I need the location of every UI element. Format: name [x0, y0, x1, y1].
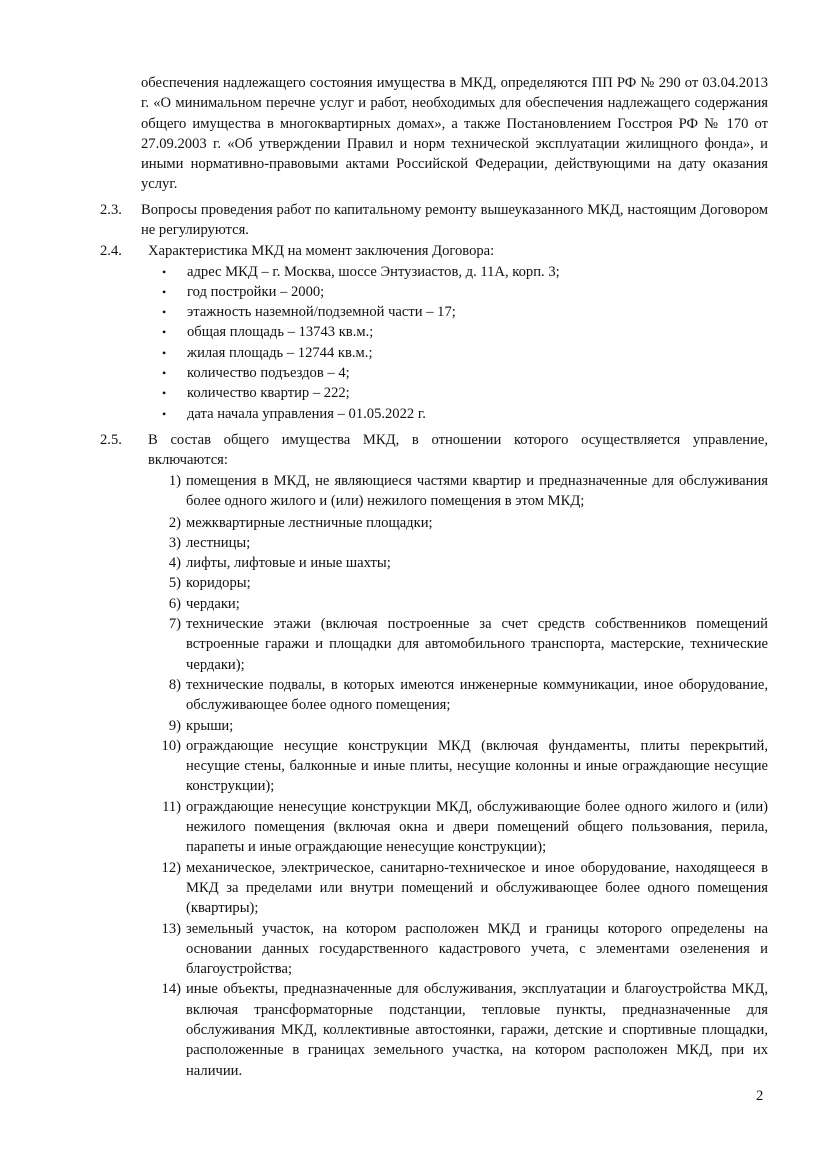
list-item [162, 363, 768, 383]
list-item-text: чердаки; [186, 595, 240, 612]
list-item-text: межквартирные лестничные площадки; [186, 514, 433, 531]
bullet-icon: • [162, 264, 167, 279]
section-text: Вопросы проведения работ по капитальному ремонту вышеуказанного МКД, настоящим Договором не регулируются. [141, 202, 768, 239]
bullet-icon: • [162, 284, 167, 299]
bullet-icon: • [162, 406, 167, 421]
list-item-text: лифты, лифтовые и иные шахты; [186, 555, 391, 572]
list-item [148, 513, 768, 533]
list-item [162, 282, 768, 302]
list-item-text: помещения в МКД, не являющиеся частями квартир и предназначенные для обслуживания более одного жилого и (или) нежилого помещения в этом МКД; [186, 473, 768, 510]
intro-paragraph: обеспечения надлежащего состояния имущества в МКД, определяются ПП РФ № 290 от 03.04.2013 г. «О минимальном перечне услуг и работ, необходимых для обеспечения надлежащего содержания общего имущества в многоквартирных домах», а также Постановлением Госстроя РФ № 170 от 27.09.2003 г. «Об утверждении Правил и норм технической эксплуатации жилищного фонда», и иными нормативно-правовыми актами Российской Федерации, действующими на дату оказания услуг. [141, 75, 768, 193]
list-item-text: дата начала управления – 01.05.2022 г. [187, 405, 426, 422]
list-item-text: технические подвалы, в которых имеются инженерные коммуникации, иное оборудование, обслуживающее более одного помещения; [186, 676, 768, 714]
list-item [162, 383, 768, 403]
bullet-icon: • [162, 365, 167, 380]
section-2-4 [100, 241, 768, 261]
list-item-text: адрес МКД – г. Москва, шоссе Энтузиастов, д. 11А, корп. 3; [187, 263, 560, 280]
list-item-text: земельный участок, на котором расположен МКД и границы которого определены на основании данных государственного кадастрового учета, с элементами озеленения и благоустройства; [186, 920, 768, 978]
list-item [148, 919, 768, 980]
list-item-text: количество квартир – 222; [187, 385, 350, 402]
bullet-icon: • [162, 305, 167, 320]
list-item-number: 6) [168, 595, 181, 612]
list-item [148, 573, 768, 593]
list-item-number: 4) [168, 555, 181, 572]
section-text: Характеристика МКД на момент заключения Договора: [148, 243, 495, 259]
mkd-characteristics-list [162, 262, 768, 424]
list-item-number: 13) [161, 920, 181, 937]
bullet-icon: • [162, 345, 167, 360]
list-item-text: этажность наземной/подземной части – 17; [187, 304, 456, 321]
list-item [148, 797, 768, 858]
bullet-icon: • [162, 325, 167, 340]
list-item-text: механическое, электрическое, санитарно-техническое и иное оборудование, находящееся в МКД за пределами или внутри помещений и обслуживающее более одного помещения (квартиры); [186, 859, 768, 917]
list-item-text: количество подъездов – 4; [187, 364, 350, 381]
section-number: 2.4. [100, 243, 122, 259]
list-item-number: 14) [161, 981, 181, 998]
list-item-number: 2) [168, 514, 181, 531]
bullet-icon: • [162, 386, 167, 401]
list-item [162, 404, 768, 424]
list-item-text: крыши; [186, 717, 234, 734]
list-item-text: ограждающие несущие конструкции МКД (включая фундаменты, плиты перекрытий, несущие стены, балконные и иные плиты, несущие колонны и иные ограждающие несущие конструкции); [186, 737, 768, 795]
list-item-number: 8) [168, 676, 181, 693]
list-item-number: 11) [162, 798, 181, 815]
list-item-number: 5) [168, 575, 181, 592]
list-item-number: 3) [168, 534, 181, 551]
list-item-text: ограждающие ненесущие конструкции МКД, обслуживающие более одного жилого и (или) нежилого помещения (включая окна и двери помещений общего пользования, перила, парапеты и иные ограждающие ненесущие конструкции); [186, 798, 768, 856]
section-text: В состав общего имущества МКД, в отношении которого осуществляется управление, включаются: [148, 432, 768, 469]
list-item [162, 262, 768, 282]
list-item [162, 322, 768, 342]
section-2-3 [100, 200, 768, 241]
list-item-number: 7) [168, 616, 181, 633]
page-number: 2 [756, 1088, 764, 1104]
list-item [148, 533, 768, 553]
list-item [148, 553, 768, 573]
list-item-text: жилая площадь – 12744 кв.м.; [187, 344, 373, 361]
list-item [148, 614, 768, 675]
list-item-text: коридоры; [186, 575, 251, 592]
list-item-number: 9) [168, 717, 181, 734]
common-property-list [148, 471, 768, 1081]
list-item-number: 10) [161, 737, 181, 754]
list-item-text: общая площадь – 13743 кв.м.; [187, 324, 374, 341]
section-2-5 [100, 430, 768, 471]
list-item-number: 1) [168, 473, 181, 489]
list-item [148, 716, 768, 736]
list-item [148, 858, 768, 919]
section-number: 2.3. [100, 202, 122, 218]
list-item [162, 302, 768, 322]
list-item-text: технические этажи (включая построенные за счет средств собственников помещений встроенные гаражи и площадки для автомобильного транспорта, мастерские, технические чердаки); [186, 616, 768, 673]
list-item [148, 471, 768, 512]
list-item [148, 979, 768, 1080]
list-item-text: лестницы; [186, 534, 251, 551]
list-item-text: год постройки – 2000; [187, 283, 325, 300]
list-item [148, 736, 768, 797]
list-item-text: иные объекты, предназначенные для обслуживания, эксплуатации и благоустройства МКД, включая трансформаторные подстанции, тепловые пункты, предназначенные для обслуживания МКД, коллективные автостоянки, гаражи, детские и спортивные площадки, расположенные в границах земельного участка, на котором расположен МКД, при их наличии. [186, 981, 768, 1079]
section-number: 2.5. [100, 432, 122, 448]
list-item [162, 343, 768, 363]
list-item-number: 12) [161, 859, 181, 876]
list-item [148, 594, 768, 614]
list-item [148, 675, 768, 716]
